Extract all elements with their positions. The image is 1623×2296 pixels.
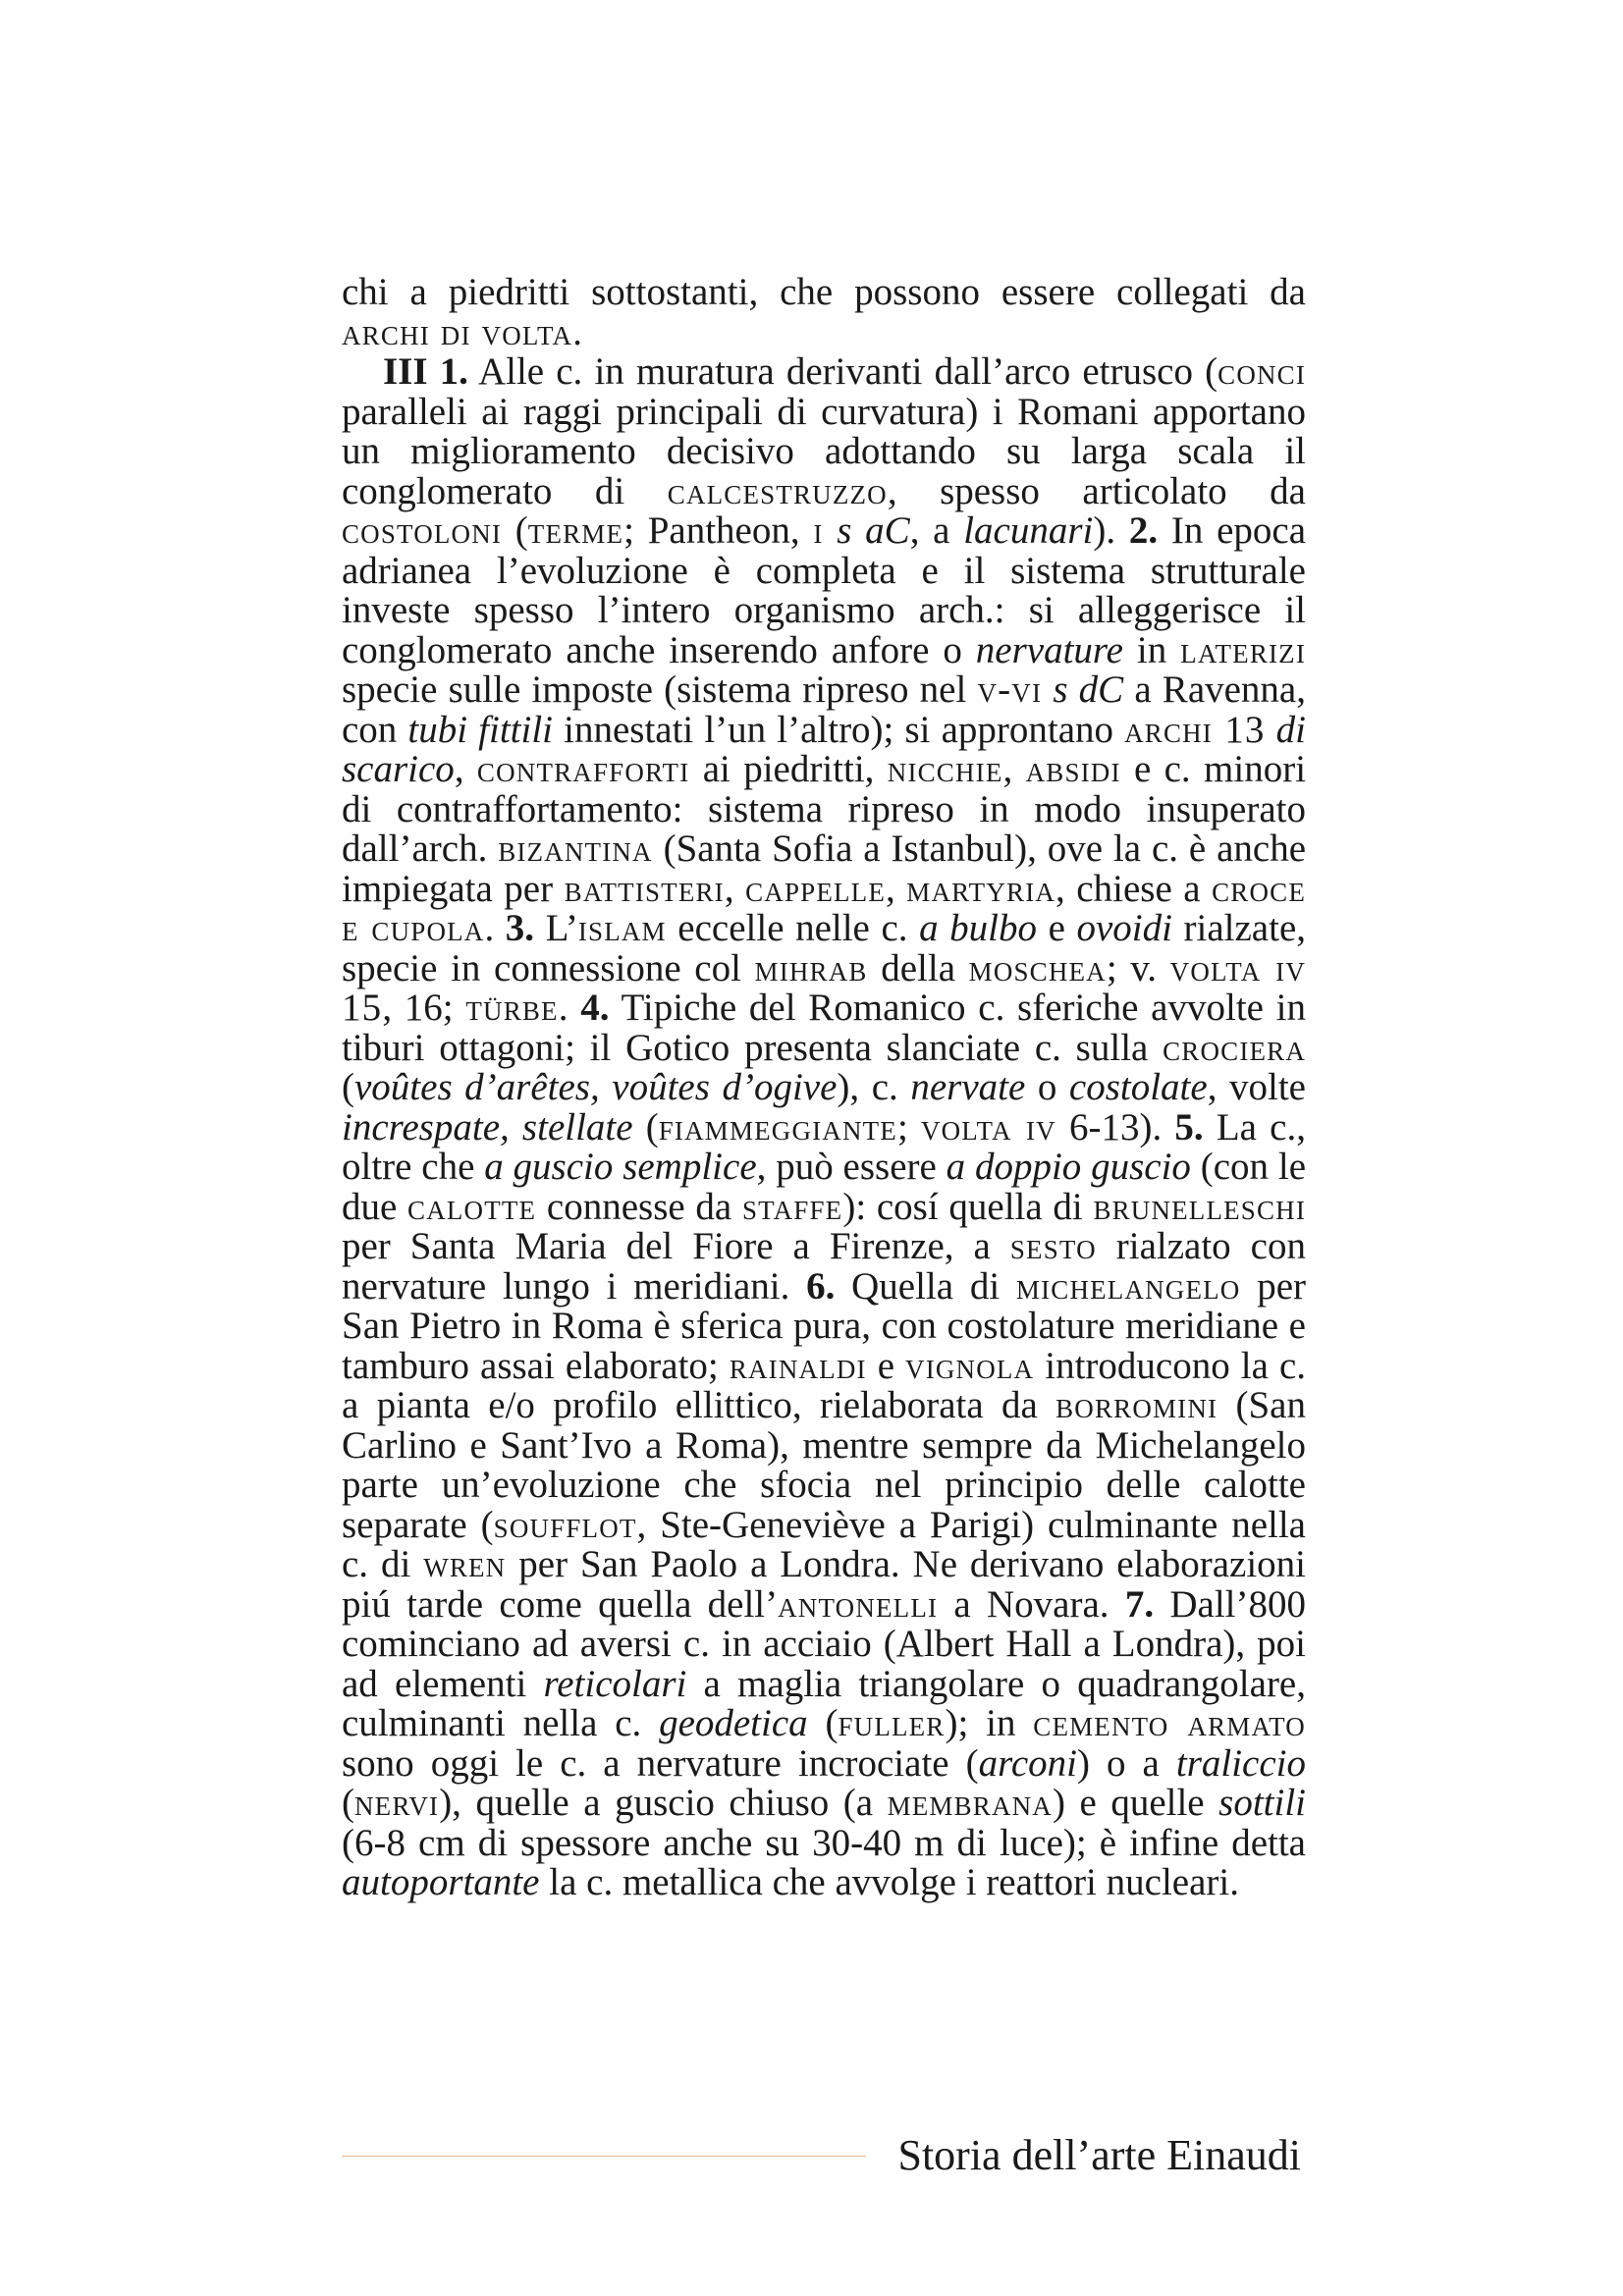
cross-reference: michelangelo	[1015, 1264, 1241, 1308]
italic-term: costolate	[1068, 1066, 1208, 1108]
cross-reference: sesto	[1009, 1225, 1097, 1267]
cross-reference: conci	[1217, 350, 1306, 393]
cross-reference: fiammeggiante	[658, 1105, 897, 1148]
cross-reference: absidi	[1025, 748, 1121, 790]
cross-reference: v-vi	[977, 668, 1043, 711]
cross-reference: islam	[577, 907, 667, 949]
footer-title: Storia dell’arte Einaudi	[897, 2131, 1301, 2179]
section-number: 2.	[1128, 509, 1159, 552]
footer-rule	[342, 2156, 866, 2157]
italic-term: sottili	[1218, 1782, 1306, 1824]
cross-reference: brunelleschi	[1093, 1185, 1306, 1228]
cross-reference: vignola	[905, 1344, 1035, 1387]
section-number: 3.	[505, 907, 535, 949]
cross-reference: türbe	[465, 987, 559, 1029]
cross-reference: archi 13	[1124, 708, 1266, 751]
italic-term: a bulbo	[919, 907, 1037, 949]
section-number: 6.	[806, 1264, 836, 1308]
cross-reference: crociera	[1163, 1026, 1306, 1069]
italic-term: nervate	[910, 1066, 1026, 1108]
italic-term: lacunari	[963, 509, 1094, 552]
italic-term: a guscio semplice	[484, 1146, 757, 1188]
cross-reference: croce e cupola	[342, 867, 1306, 949]
cross-reference: contrafforti	[476, 748, 690, 790]
italic-term: nervature	[975, 628, 1123, 671]
cross-reference: bizantina	[498, 828, 653, 870]
cross-reference: terme	[527, 509, 624, 552]
paragraph-cupola-history: III 1. Alle c. in muratura derivanti dall’arco etrusco (conci paralleli ai raggi principali di curvatura) i Romani apportano un miglioramento decisivo adottando su larga scala il conglomerato di calcestruzzo, spesso articolato da costoloni (terme; Pantheon, i s aC, a lacunari). 2. In epoca adrianea l’evoluzione è completa e il sistema strutturale investe spesso l’intero organismo arch.: si alleggerisce il conglomerato anche inserendo anfore o nervature in laterizi specie sulle imposte (sistema ripreso nel v-vi s dC a Ravenna, con tubi fittili innestati l’un l’altro); si approntano archi 13 di scarico, contrafforti ai piedritti, nicchie, absidi e c. minori di contraffortamento: sistema ripreso in modo insuperato dall’arch. bizantina (Santa Sofia a Istanbul), ove la c. è anche impiegata per battisteri, cappelle, martyria, chiese a croce e cupola. 3. L’islam eccelle nelle c. a bulbo e ovoidi rialzate, specie in connessione col mihrab della moschea; v. volta iv 15, 16; türbe. 4. Tipiche del Romanico c. sferiche avvolte in tiburi ottagoni; il Gotico presenta slanciate c. sulla crociera (voûtes d’arêtes, voûtes d’ogive), c. nervate o costolate, volte increspate, stellate (fiammeggiante; volta iv 6-13). 5. La c., oltre che a guscio semplice, può essere a doppio guscio (con le due calotte connesse da staffe): cosí quella di brunelleschi per Santa Maria del Fiore a Firenze, a sesto rialzato con nervature lungo i meridiani. 6. Quella di michelangelo per San Pietro in Roma è sferica pura, con costolature meridiane e tamburo assai elaborato; rainaldi e vignola introducono la c. a pianta e/o profilo ellittico, rielaborata da borromini (San Carlino e Sant’Ivo a Roma), mentre sempre da Michelangelo parte un’evoluzione che sfocia nel principio delle calotte separate (soufflot, Ste-Geneviève a Parigi) culminante nella c. di wren per San Paolo a Londra. Ne derivano elaborazioni piú tarde come quella dell’antonelli a Novara. 7. Dall’800 cominciano ad aversi c. in acciaio (Albert Hall a Londra), poi ad elementi reticolari a maglia triangolare o quadrangolare, culminanti nella c. geodetica (fuller); in cemento armato sono oggi le c. a nervature incrociate (arconi) o a traliccio (nervi), quelle a guscio chiuso (a membrana) e quelle sottili (6-8 cm di spessore anche su 30-40 m di luce); è infine detta autoportante la c. metallica che avvolge i reattori nucleari.	[342, 350, 1307, 1903]
italic-term: a doppio guscio	[946, 1146, 1191, 1188]
italic-term: voûtes d’arêtes, voûtes d’ogive	[354, 1066, 838, 1108]
main-text	[342, 273, 1306, 1903]
cross-reference: martyria	[906, 867, 1056, 910]
cross-reference: antonelli	[778, 1582, 939, 1626]
cross-reference: nicchie	[887, 748, 1003, 790]
cross-reference: cappelle	[745, 867, 886, 910]
cross-reference: membrana	[887, 1782, 1053, 1824]
italic-term: s dC	[1053, 668, 1124, 711]
cross-reference: calotte	[407, 1185, 537, 1228]
cross-reference: staffe	[741, 1185, 843, 1228]
italic-term: increspate, stellate	[342, 1105, 633, 1148]
italic-term: s aC	[837, 509, 910, 552]
italic-term: autoportante	[342, 1861, 540, 1903]
cross-reference: archi di volta	[342, 310, 573, 353]
cross-reference: battisteri	[564, 867, 725, 910]
italic-term: reticolari	[543, 1662, 687, 1705]
italic-term: di scarico	[342, 708, 1307, 790]
italic-term: traliccio	[1175, 1741, 1306, 1785]
section-number: III 1.	[383, 350, 468, 393]
italic-term: arconi	[978, 1741, 1077, 1785]
section-number: 5.	[1174, 1105, 1204, 1148]
italic-term: geodetica	[659, 1702, 808, 1744]
cross-reference: costoloni	[342, 509, 503, 552]
cross-reference: nervi	[354, 1782, 440, 1824]
cross-reference: i	[813, 509, 824, 552]
cross-reference: volta iv	[920, 1105, 1056, 1148]
cross-reference: laterizi	[1180, 628, 1306, 671]
cross-reference: fuller	[838, 1702, 946, 1744]
cross-reference: borromini	[1055, 1384, 1218, 1426]
cross-reference: wren	[423, 1543, 507, 1585]
cross-reference: moschea	[968, 946, 1107, 989]
cross-reference: soufflot	[493, 1503, 637, 1546]
cross-reference: calcestruzzo	[667, 469, 888, 512]
italic-term: ovoidi	[1076, 907, 1172, 949]
cross-reference: rainaldi	[729, 1344, 867, 1387]
paragraph-continuation: chi a piedritti sottostanti, che possono essere collegati da archi di volta.	[342, 271, 1306, 353]
cross-reference: cemento armato	[1033, 1702, 1306, 1744]
cross-reference: mihrab	[754, 946, 868, 989]
section-number: 4.	[580, 987, 610, 1029]
cross-reference: volta iv 15	[342, 946, 1306, 1029]
section-number: 7.	[1124, 1582, 1155, 1626]
italic-term: tubi fittili	[407, 708, 554, 751]
